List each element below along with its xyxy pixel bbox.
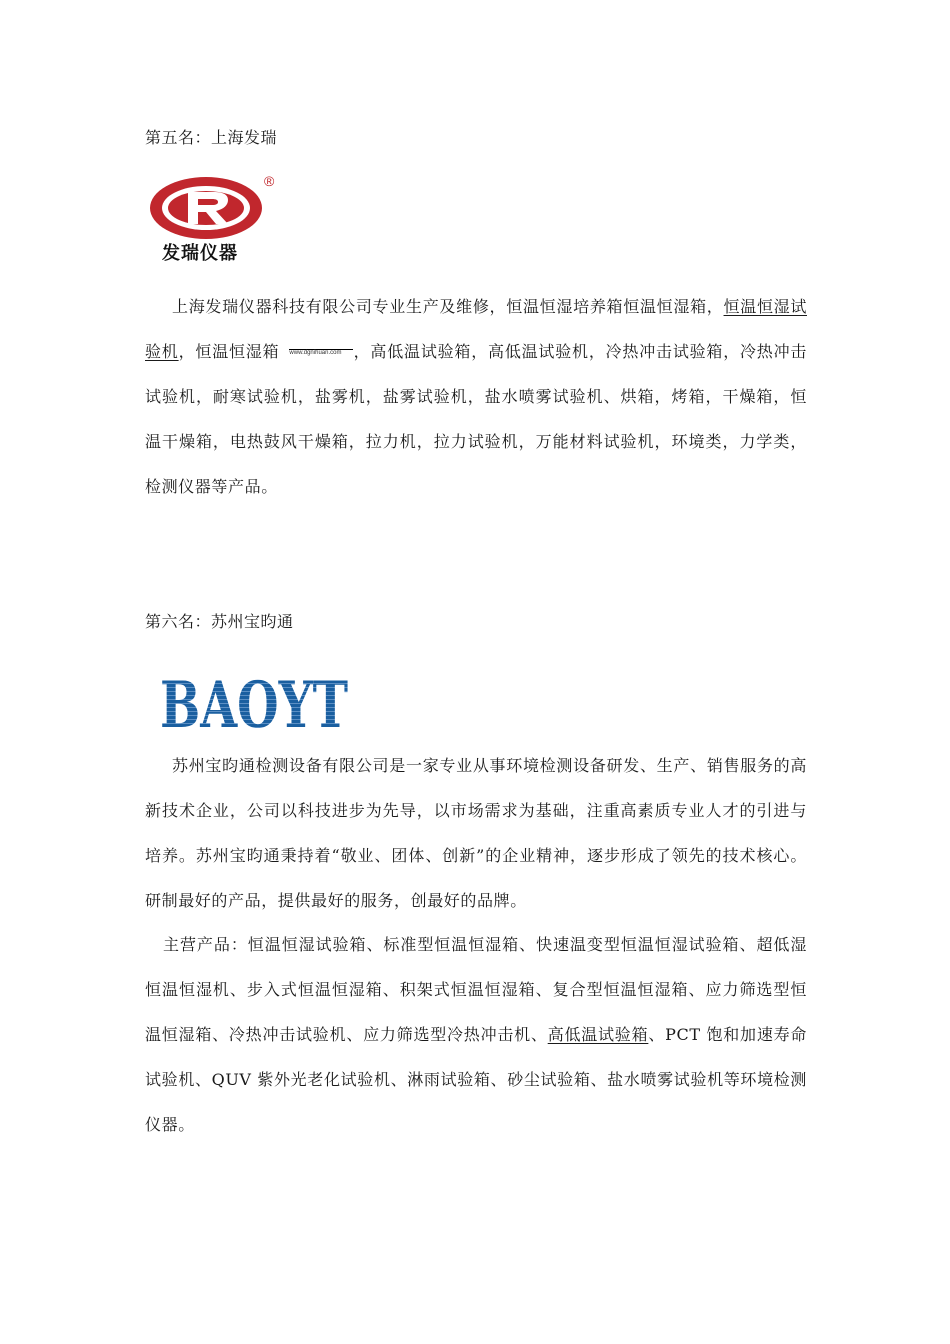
baoyt-logo <box>158 668 350 743</box>
watermark-url: www.dgnihuan.com <box>289 350 342 356</box>
farui-logo-text: 发瑞仪器 <box>162 243 238 264</box>
baoyt-products <box>145 922 807 1147</box>
farui-description <box>145 284 807 509</box>
blank-underline <box>289 338 353 360</box>
farui-text-2: ，恒温恒湿箱 <box>178 342 280 361</box>
farui-emblem-icon <box>148 172 268 244</box>
farui-text-1: 上海发瑞仪器科技有限公司专业生产及维修，恒温恒湿培养箱恒温恒湿箱， <box>172 297 724 316</box>
baoyt-link-chamber[interactable]: 高低温试验箱 <box>547 1025 649 1044</box>
farui-logo <box>148 172 278 267</box>
farui-text-3: ，高低温试验箱，高低温试验机，冷热冲击试验箱，冷热冲击试验机，耐寒试验机，盐雾机，盐雾试验机，盐水喷雾试验机、烘箱，烤箱，干燥箱，恒温干燥箱，电热鼓风干燥箱，拉力机，拉力试验机，万能材料试验机，环境类，力学类，检测仪器等产品。 <box>145 342 808 496</box>
farui-link-chamber[interactable]: 恒温恒湿试验机 <box>145 297 807 361</box>
svg-text:BAOYT: BAOYT <box>160 668 348 743</box>
baoyt-description: 苏州宝昀通检测设备有限公司是一家专业从事环境检测设备研发、生产、销售服务的高新技术企业，公司以科技进步为先导，以市场需求为基础，注重高素质专业人才的引进与培养。苏州宝昀通秉持着“敬业、团体、创新”的企业精神，逐步形成了领先的技术核心。研制最好的产品，提供最好的服务，创最好的品牌。 <box>145 756 807 910</box>
baoyt-products-text-1: 主营产品：恒温恒湿试验箱、标准型恒温恒湿箱、快速温变型恒温恒湿试验箱、超低湿恒温恒湿机、步入式恒温恒湿箱、积架式恒温恒湿箱、复合型恒温恒湿箱、应力筛选型恒温恒湿箱、冷热冲击试验机、应力筛选型冷热冲击机、 <box>145 935 807 1044</box>
registered-mark: ® <box>264 173 275 189</box>
section-heading-5: 第五名：上海发瑞 <box>145 128 278 147</box>
baoyt-wordmark-icon <box>158 668 350 743</box>
baoyt-products-text-2: 、PCT 饱和加速寿命试验机、QUV 紫外光老化试验机、淋雨试验箱、砂尘试验箱、盐水喷雾试验机等环境检测仪器。 <box>145 1025 807 1134</box>
section-heading-6: 第六名：苏州宝昀通 <box>145 612 294 631</box>
